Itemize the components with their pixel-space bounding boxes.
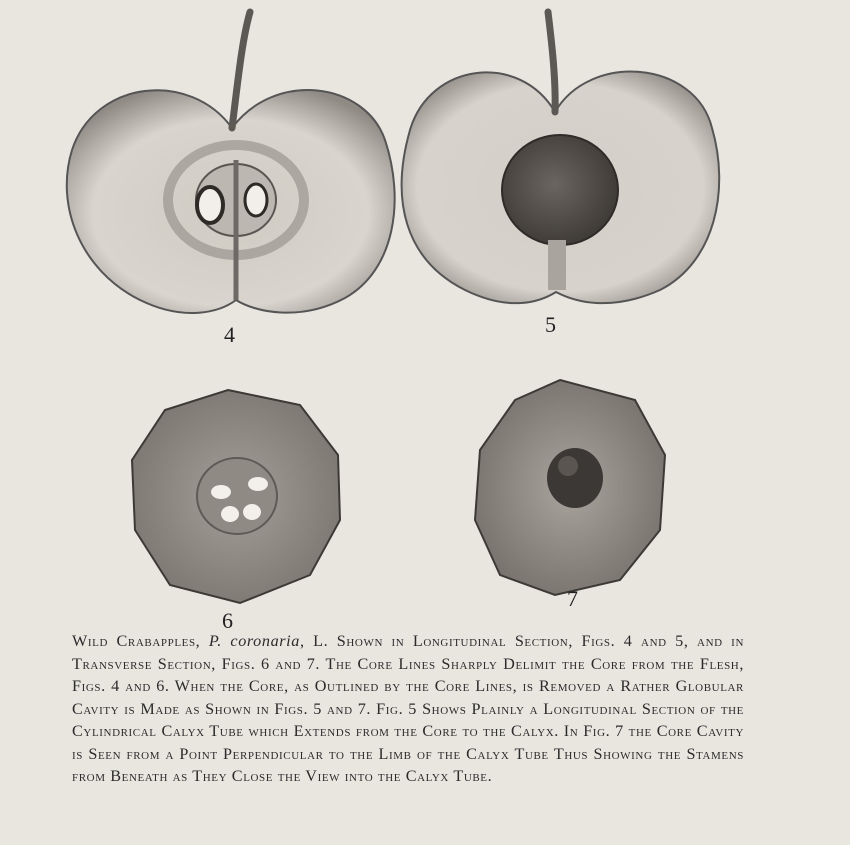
figure-number-7: 7: [567, 586, 578, 611]
plate-caption: [72, 630, 744, 788]
figure-number-5: 5: [545, 312, 556, 337]
figure-7-apple-stamens: [475, 380, 665, 595]
figure-6-apple-transverse: [132, 390, 340, 603]
figure-5-apple-cavity: [402, 12, 720, 303]
figure-number-4: 4: [224, 322, 235, 347]
caption-intro: Wild Crabapples,: [72, 632, 209, 650]
figure-number-6: 6: [222, 608, 233, 633]
caption-body: L. Shown in Longitudinal Section, Figs. 4 and 5, and in Transverse Section, Figs. 6 and 7. The Core Lines Sharply Delimit the Core from the Flesh, Figs. 4 and 6. When the Core, as Outlined by the Core Lines, is Removed a Rather Globular Cavity is Made as Shown in Figs. 5 and 7. Fig. 5 Shows Plainly a Longitudinal Section of the Cylindrical Calyx Tube which Extends from the Core to the Calyx. In Fig. 7 the Core Cavity is Seen from a Point Perpendicular to the Limb of the Calyx Tube Thus Showing the Stamens from Beneath as They Close the View into the Calyx Tube.: [72, 632, 744, 785]
figure-4-apple-longitudinal: [67, 12, 395, 313]
caption-species: P. coronaria,: [208, 632, 305, 650]
